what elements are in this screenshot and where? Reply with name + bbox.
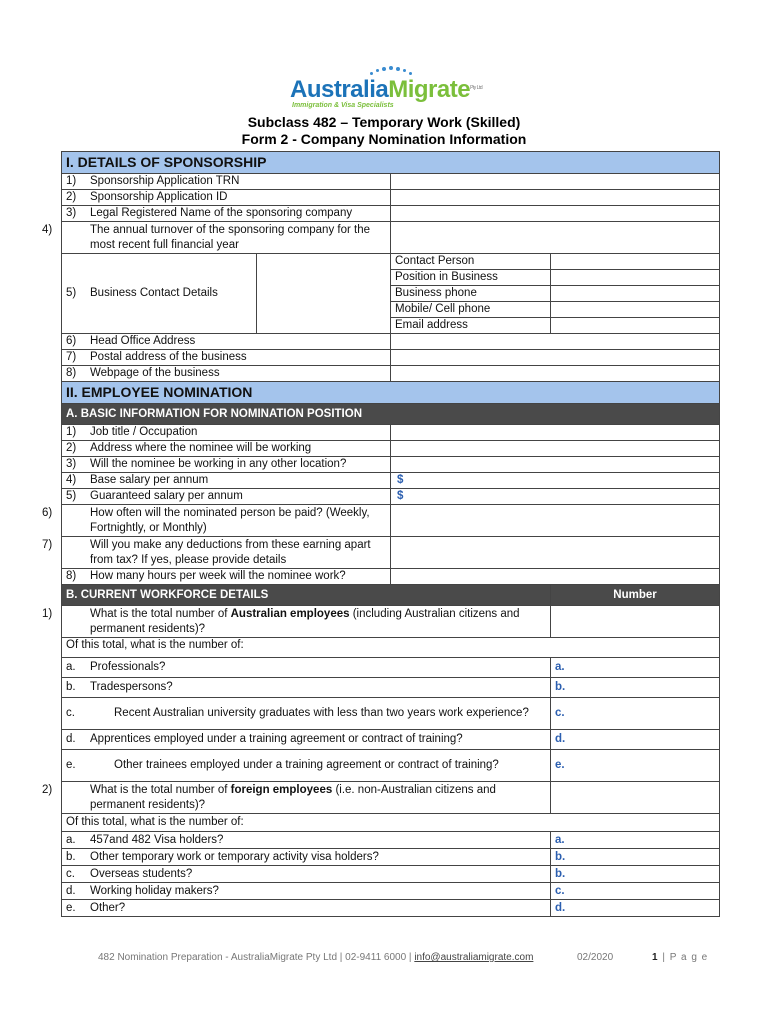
australian-employees-total-field[interactable] (551, 606, 720, 638)
table-row: 1) Job title / Occupation (62, 425, 720, 441)
table-row: c. Overseas students? b. (62, 866, 720, 883)
table-row: 4) Base salary per annum $ (62, 473, 720, 489)
table-row: Mobile/ Cell phone (62, 302, 720, 318)
postal-address-field[interactable] (391, 350, 720, 366)
position-field[interactable] (551, 270, 720, 286)
table-row: Of this total, what is the number of: (62, 638, 720, 658)
mobile-phone-field[interactable] (551, 302, 720, 318)
table-row: 6) How often will the nominated person be paid? (Weekly, Fortnightly, or Monthly) (62, 505, 720, 537)
job-title-field[interactable] (391, 425, 720, 441)
table-row: d. Working holiday makers? c. (62, 883, 720, 900)
subsection-basic-information: A. BASIC INFORMATION FOR NOMINATION POSITION (62, 404, 720, 425)
table-row: Email address (62, 318, 720, 334)
webpage-field[interactable] (391, 366, 720, 382)
graduates-count-field[interactable]: c. (551, 698, 720, 730)
table-row: e. Other trainees employed under a training agreement or contract of training? e. (62, 750, 720, 782)
footer-email-link[interactable]: info@australiamigrate.com (414, 952, 534, 963)
table-row: 1) What is the total number of Australian employees (including Australian citizens and permanent residents)? (62, 606, 720, 638)
foreign-employees-total-field[interactable] (551, 782, 720, 814)
table-row: Business phone (62, 286, 720, 302)
work-address-field[interactable] (391, 441, 720, 457)
sponsorship-trn-field[interactable] (391, 174, 720, 190)
overseas-students-count-field[interactable]: b. (551, 866, 720, 883)
working-holiday-count-field[interactable]: c. (551, 883, 720, 900)
other-count-field[interactable]: d. (551, 900, 720, 917)
table-row: a. Professionals? a. (62, 658, 720, 678)
pay-frequency-field[interactable] (391, 505, 720, 537)
guaranteed-salary-field[interactable]: $ (391, 489, 720, 505)
table-row: Position in Business (62, 270, 720, 286)
table-row: 6) Head Office Address (62, 334, 720, 350)
hours-per-week-field[interactable] (391, 569, 720, 585)
other-location-field[interactable] (391, 457, 720, 473)
table-row: 7) Postal address of the business (62, 350, 720, 366)
table-row: 5) Guaranteed salary per annum $ (62, 489, 720, 505)
footer-date: 02/2020 (577, 952, 614, 963)
table-row: 2) What is the total number of foreign employees (i.e. non-Australian citizens and permanent residents)? (62, 782, 720, 814)
subsection-current-workforce: B. CURRENT WORKFORCE DETAILS Number (62, 585, 720, 606)
table-row: 8) How many hours per week will the nominee work? (62, 569, 720, 585)
nomination-form-table (42, 151, 720, 917)
table-row: c. Recent Australian university graduates with less than two years work experience? c. (62, 698, 720, 730)
other-temporary-visa-count-field[interactable]: b. (551, 849, 720, 866)
table-row: 3) Will the nominee be working in any other location? (62, 457, 720, 473)
table-row: e. Other? d. (62, 900, 720, 917)
legal-name-field[interactable] (391, 206, 720, 222)
footer-page-number: 1 | P a g e (652, 952, 709, 963)
table-row: a. 457and 482 Visa holders? a. (62, 832, 720, 849)
table-row: 2) Sponsorship Application ID (62, 190, 720, 206)
other-trainees-count-field[interactable]: e. (551, 750, 720, 782)
form-title-form2: Form 2 - Company Nomination Information (241, 131, 527, 147)
tradespersons-count-field[interactable]: b. (551, 678, 720, 698)
table-row: 7) Will you make any deductions from these earning apart from tax? If yes, please provide details (62, 537, 720, 569)
business-phone-field[interactable] (551, 286, 720, 302)
table-row: 8) Webpage of the business (62, 366, 720, 382)
table-row: 5) Business Contact Details Contact Person (62, 254, 720, 270)
sponsorship-id-field[interactable] (391, 190, 720, 206)
table-row: 1) Sponsorship Application TRN (62, 174, 720, 190)
deductions-field[interactable] (391, 537, 720, 569)
section-details-of-sponsorship: I. DETAILS OF SPONSORSHIP (62, 152, 720, 174)
base-salary-field[interactable]: $ (391, 473, 720, 489)
table-row: 4) The annual turnover of the sponsoring company for the most recent full financial year (62, 222, 720, 254)
australiamigrate-logo: AustraliaMigrate$^{Pty Ltd}$ Immigration & Visa Specialists (290, 64, 500, 114)
visa-holders-count-field[interactable]: a. (551, 832, 720, 849)
annual-turnover-field[interactable] (391, 222, 720, 254)
footer-text: 482 Nomination Preparation - AustraliaMigrate Pty Ltd | 02-9411 6000 | info@australiamigrate.com (98, 952, 534, 963)
table-row: b. Other temporary work or temporary activity visa holders? b. (62, 849, 720, 866)
table-row: d. Apprentices employed under a training agreement or contract of training? d. (62, 730, 720, 750)
table-row: 3) Legal Registered Name of the sponsoring company (62, 206, 720, 222)
contact-person-field[interactable] (551, 254, 720, 270)
number-column-header: Number (551, 585, 720, 606)
table-row: 2) Address where the nominee will be working (62, 441, 720, 457)
table-row: b. Tradespersons? b. (62, 678, 720, 698)
professionals-count-field[interactable]: a. (551, 658, 720, 678)
form-title-subclass: Subclass 482 – Temporary Work (Skilled) (247, 114, 521, 130)
email-address-field[interactable] (551, 318, 720, 334)
head-office-field[interactable] (391, 334, 720, 350)
section-employee-nomination: II. EMPLOYEE NOMINATION (62, 382, 720, 404)
table-row: Of this total, what is the number of: (62, 814, 720, 832)
apprentices-count-field[interactable]: d. (551, 730, 720, 750)
